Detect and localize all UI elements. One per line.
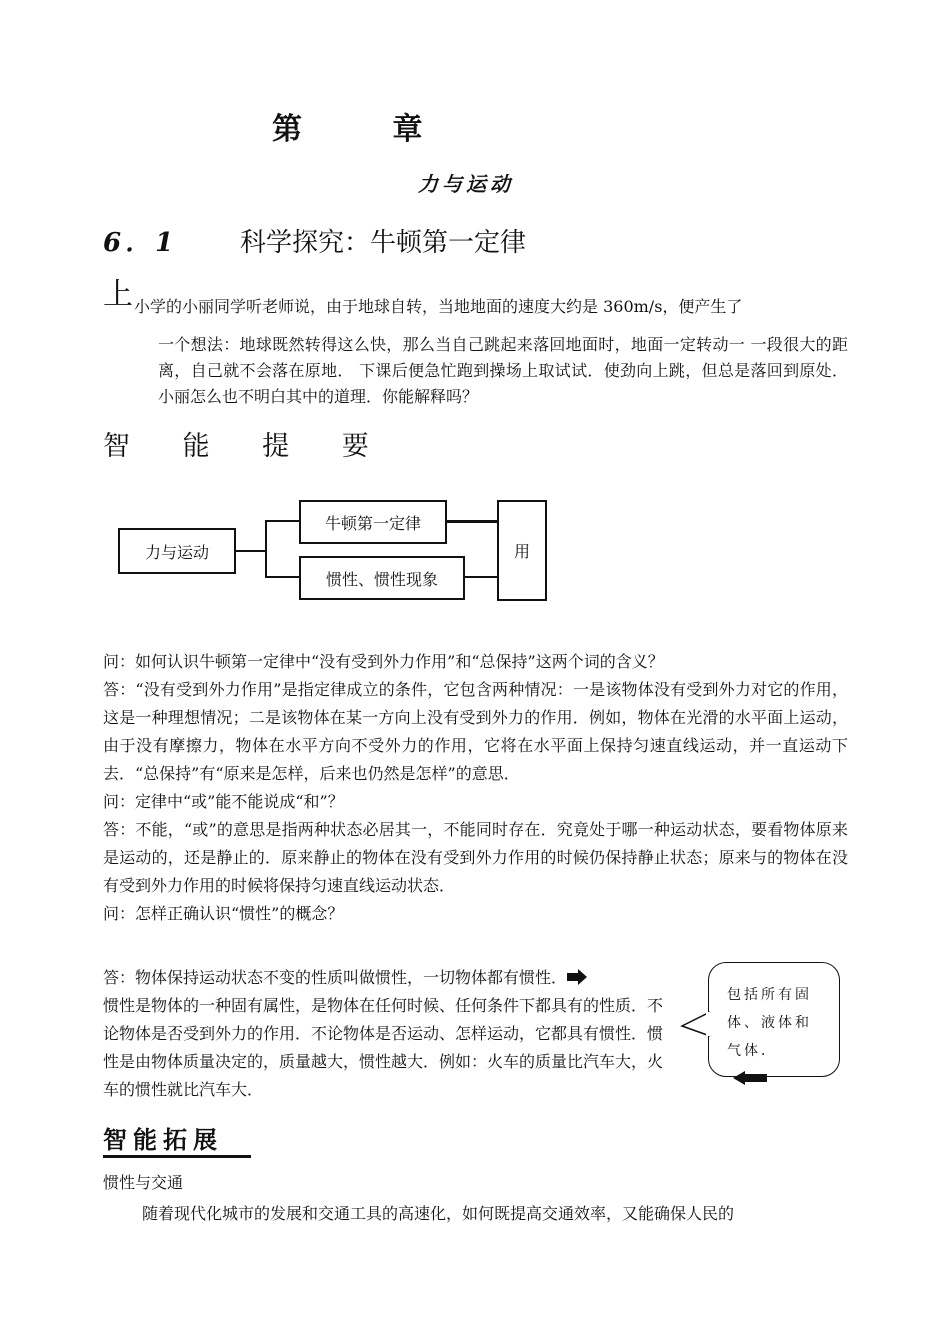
diagram-box-inertia: 惯性、惯性现象 xyxy=(299,556,465,600)
qa-section xyxy=(103,648,848,928)
connector-line xyxy=(236,550,266,552)
question: 问：如何认识牛顿第一定律中“没有受到外力作用”和“总保持”这两个词的含义？ xyxy=(103,652,664,671)
key-points-heading: 智 能 提 要 xyxy=(103,431,391,462)
chapter-subtitle: 力与运动 xyxy=(418,172,514,196)
question: 问：定律中“或”能不能说成“和”？ xyxy=(103,792,344,811)
callout-note xyxy=(708,962,840,1077)
diagram-box-application: 用 xyxy=(497,500,547,601)
heading-underline xyxy=(103,1155,251,1158)
intro-paragraph: 一个想法：地球既然转得这么快，那么当自己跳起来落回地面时，地面一定转动一 一段很大的距离，自己就不会落在原地． 下课后便急忙跑到操场上取试试．使劲向上跳，但总是落回到原处．小丽怎么也不明白其中的道理．你能解释吗？ xyxy=(158,335,848,406)
callout-text: 包括所有固体、液体和气体． xyxy=(727,987,812,1059)
arrow-right-icon xyxy=(567,969,587,985)
body-paragraph: 随着现代化城市的发展和交通工具的高速化，如何既提高交通效率，又能确保人民的 xyxy=(142,1204,735,1223)
section-number: 6．1 xyxy=(103,228,178,258)
section-title: 科学探究：牛顿第一定律 xyxy=(240,228,527,258)
arrow-left-icon xyxy=(733,1071,767,1085)
answer-first-line xyxy=(103,964,663,992)
connector-line xyxy=(265,520,267,578)
answer: 答：不能，“或”的意思是指两种状态必居其一，不能同时存在．究竟处于哪一种运动状态，要看物体原来是运动的，还是静止的．原来静止的物体在没有受到外力作用的时候仍保持静止状态；原来与的物体在没有受到外力作用的时候将保持匀速直线运动状态． xyxy=(103,820,848,895)
diagram-box-newton-law: 牛顿第一定律 xyxy=(299,500,447,544)
qa-inertia-answer xyxy=(103,964,663,1104)
connector-line xyxy=(265,576,300,578)
intro-dropcap: 上 xyxy=(103,277,133,312)
answer-first-text: 答：物体保持运动状态不变的性质叫做惯性，一切物体都有惯性． xyxy=(103,968,568,987)
callout-tail-gap xyxy=(706,1012,710,1036)
extension-heading: 智能拓展 xyxy=(103,1125,223,1154)
connector-line xyxy=(265,520,300,522)
answer: 答：“没有受到外力作用”是指定律成立的条件，它包含两种情况：一是该物体没有受到外力对它的作用，这是一种理想情况；二是该物体在某一方向上没有受到外力的作用．例如，物体在光滑的水平面上运动，由于没有摩擦力，物体在水平方向不受外力的作用，它将在水平面上保持匀速直线运动，并一直运动下去．“总保持”有“原来是怎样，后来也仍然是怎样”的意思． xyxy=(103,680,848,783)
topic-title: 惯性与交通 xyxy=(103,1173,184,1192)
diagram-root-box: 力与运动 xyxy=(118,528,236,574)
question: 问：怎样正确认识“惯性”的概念？ xyxy=(103,904,344,923)
answer-rest: 惯性是物体的一种固有属性，是物体在任何时候、任何条件下都具有的性质．不论物体是否受到外力的作用．不论物体是否运动、怎样运动，它都具有惯性．惯性是由物体质量决定的，质量越大，惯性越大．例如：火车的质量比汽车大，火车的惯性就比汽车大． xyxy=(103,996,664,1099)
connector-line xyxy=(447,520,498,523)
intro-first-line: 小学的小丽同学听老师说，由于地球自转，当地地面的速度大约是 360m/s，便产生了 xyxy=(134,297,743,316)
connector-line xyxy=(465,576,498,578)
chapter-title: 第 章 xyxy=(272,112,463,147)
